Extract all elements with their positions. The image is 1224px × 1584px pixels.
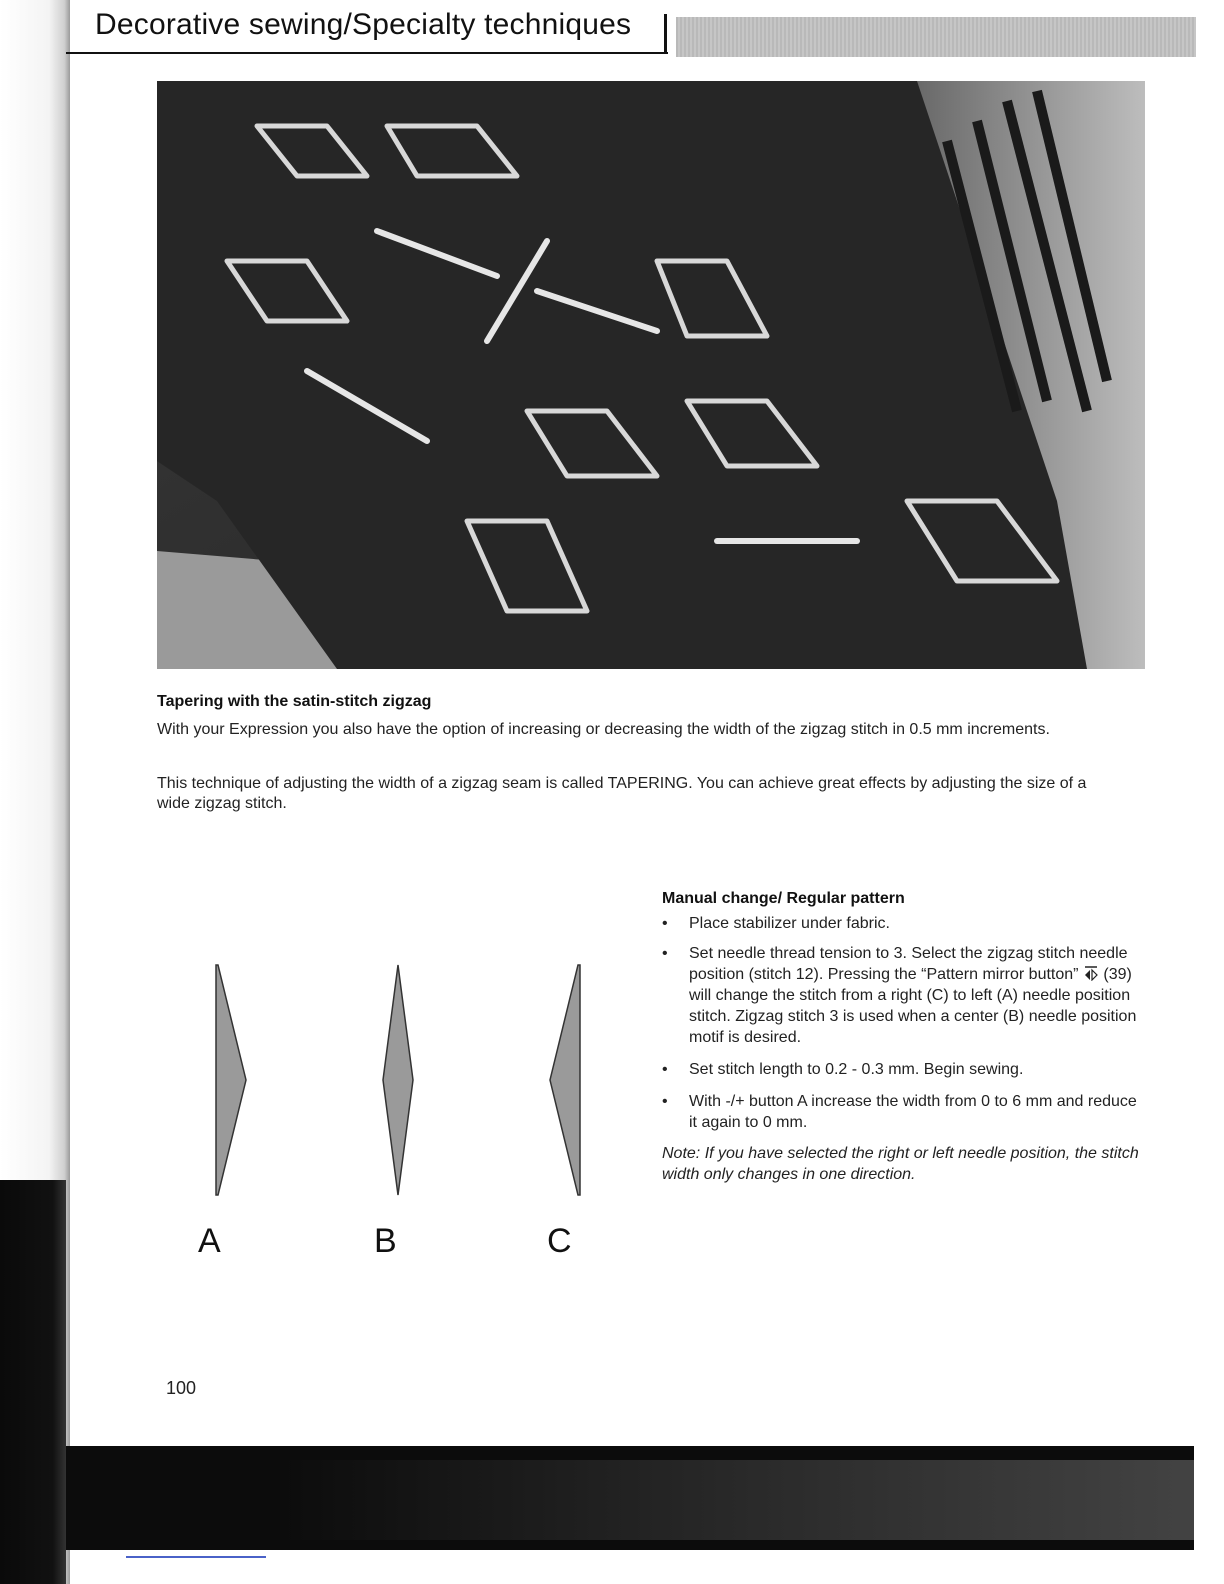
list-item [662,943,1142,1048]
manual-change-section [662,890,1142,1185]
list-item [662,913,1142,934]
scan-bottom-line [126,1556,266,1558]
stitch-label-a: A [198,1222,221,1260]
stitch-label-b: B [374,1222,397,1260]
list-item [662,1091,1142,1133]
intro-paragraph: With your Expression you also have the option of increasing or decreasing the width of the zigzag stitch in 0.5 mm increments. [157,721,1050,738]
bullet-text: Set needle thread tension to 3. Select the zigzag stitch needle position (stitch 12). Pressing the “Pattern mirror button” [689,945,1128,983]
manual-change-title: Manual change/ Regular pattern [662,890,905,907]
header-separator [664,14,667,54]
stitch-c-figure [540,960,600,1200]
list-item [662,1059,1142,1080]
bullet-text: Place stabilizer under fabric. [689,915,890,932]
header-gray-band [676,17,1196,57]
stitch-label-c: C [547,1222,572,1260]
stitch-b-figure [368,960,428,1200]
page-number: 100 [166,1378,197,1398]
scan-left-shadow [0,1180,66,1584]
bullet-text: (39) will change the stitch from a right (C) to left (A) needle position stitch. Zigzag stitch 3 is used when a center (B) needle position motif is desired. [689,966,1137,1046]
note-text: Note: If you have selected the right or left needle position, the stitch width only changes in one direction. [662,1145,1139,1183]
scan-bottom-texture [280,1460,1194,1540]
bullet-text: Set stitch length to 0.2 - 0.3 mm. Begin sewing. [689,1061,1024,1078]
embroidery-photo [157,81,1145,669]
stitch-a-figure [196,960,256,1200]
page-header-title: Decorative sewing/Specialty techniques [95,8,632,41]
bullet-text: With -/+ button A increase the width from 0 to 6 mm and reduce it again to 0 mm. [689,1093,1137,1131]
section-title: Tapering with the satin-stitch zigzag [157,693,432,710]
tapering-paragraph: This technique of adjusting the width of a zigzag seam is called TAPERING. You can achieve great effects by adjusting the size of a wide zigzag stitch. [157,775,1087,812]
header-rule [66,52,668,54]
pattern-mirror-icon [1083,965,1099,981]
instruction-list [662,913,1142,1133]
